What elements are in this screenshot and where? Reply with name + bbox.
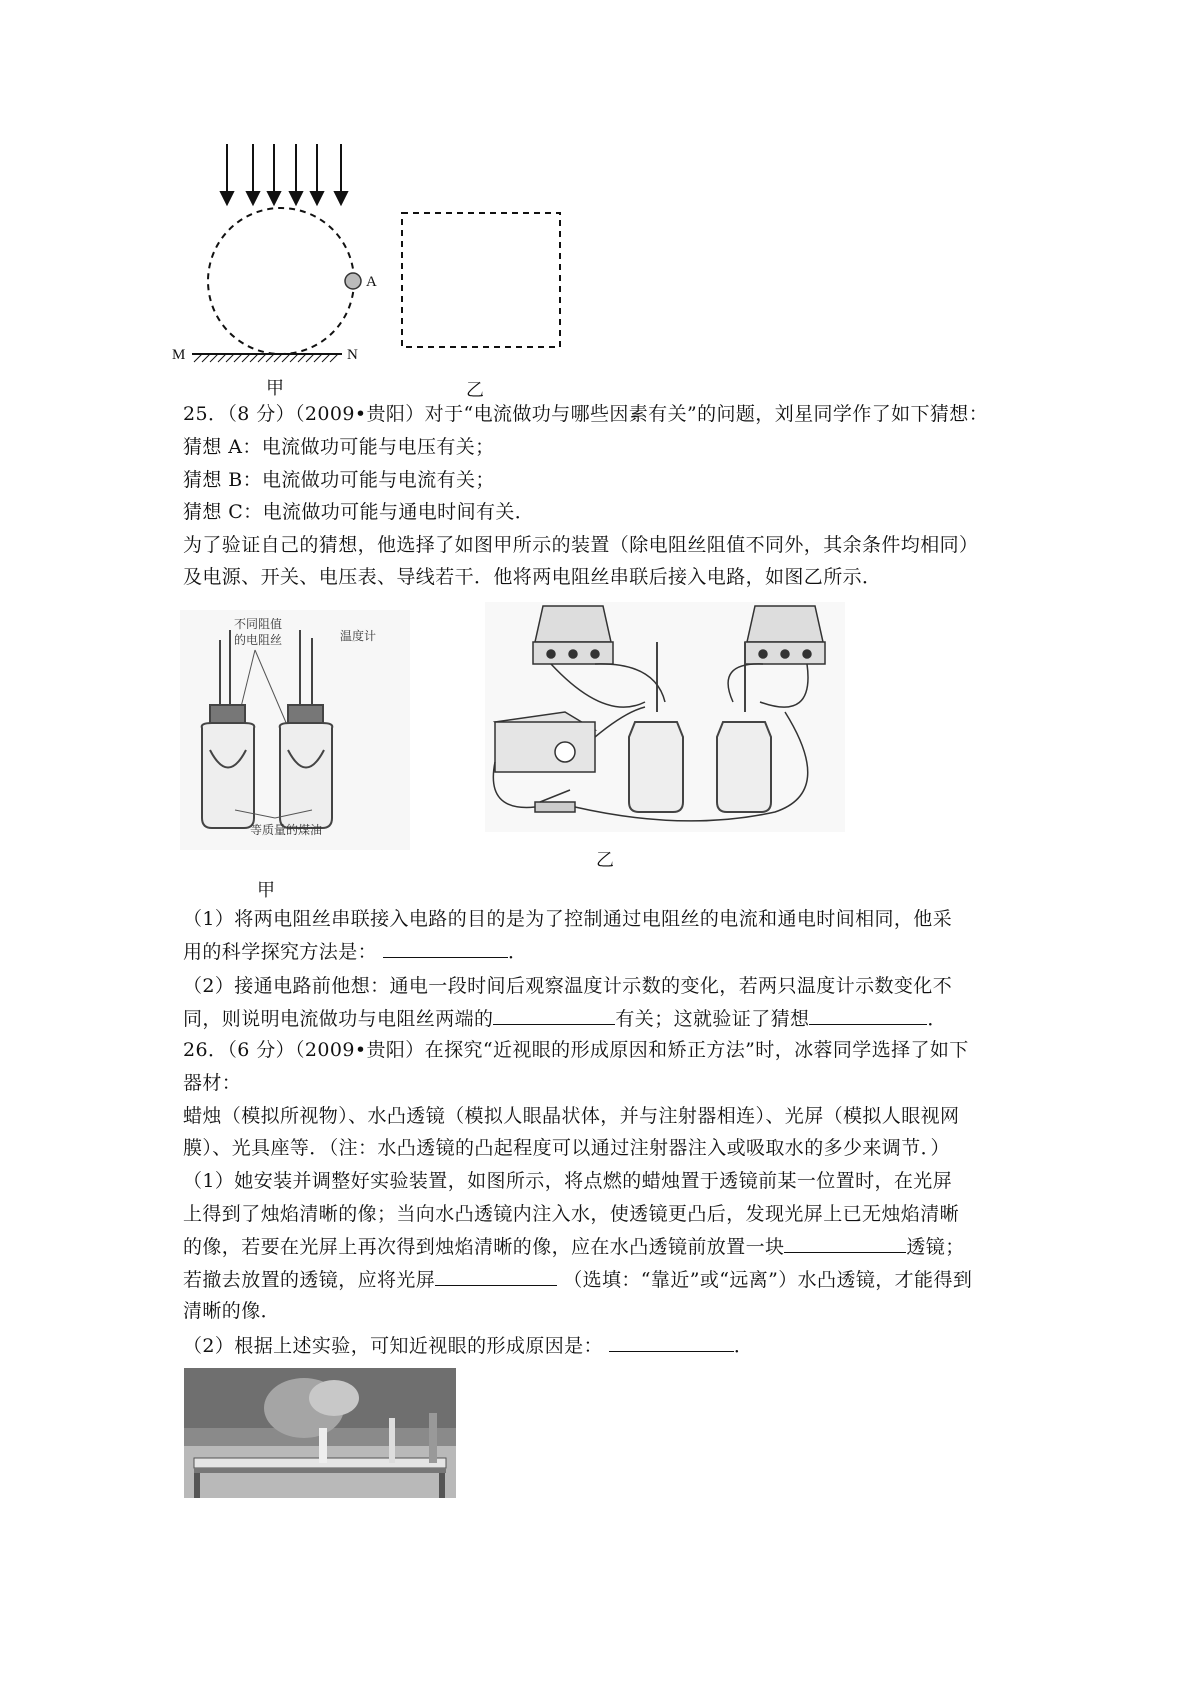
q26-p1-line-5: 清晰的像． [183,1300,281,1322]
label-oil: 等质量的煤油 [250,823,323,837]
ball-a [345,273,361,289]
q25-line-5: 为了验证自己的猜想，他选择了如图甲所示的装置（除电阻丝阻值不同外，其余条件均相同） [183,534,979,556]
q26-p1-line-2: 上得到了烛焰清晰的像；当向水凸透镜内注入水，使透镜更凸后，发现光屏上已无烛焰清晰 [183,1203,960,1225]
q25-line-1: 25．（8 分）（2009•贵阳）对于“电流做功与哪些因素有关”的问题，刘星同学作了如下猜想： [183,403,989,425]
q26-p2-line-1 [183,1331,753,1360]
q26-p1-text-c: 若撤去放置的透镜，应将光屏 [183,1269,436,1291]
q25-guess-b: 猜想 B：电流做功可能与电流有关； [183,469,495,491]
answer-blank-lens[interactable] [784,1232,906,1253]
q25-p2-text-a: 同，则说明电流做功与电阻丝两端的 [183,1008,494,1030]
figure-jars-jia [180,610,410,850]
q25-p2-text-b: 有关；这就验证了猜想 [615,1008,810,1030]
q25-p2-line-2 [183,1004,947,1033]
caption-jia-top: 甲 [266,378,284,399]
answer-blank-cause[interactable] [609,1331,734,1352]
q26-p1-line-1: （1）她安装并调整好实验装置，如图所示，将点燃的蜡烛置于透镜前某一位置时，在光屏 [183,1170,953,1192]
caption-yi-top: 乙 [466,380,484,401]
answer-blank-method[interactable] [383,937,508,958]
q25-p2-line-1: （2）接通电路前他想：通电一段时间后观察温度计示数的变化，若两只温度计示数变化不 [183,975,953,997]
q26-line-2: 器材： [183,1072,242,1094]
q26-p1-line-4 [183,1265,972,1294]
q25-guess-c: 猜想 C：电流做功可能与通电时间有关． [183,501,535,523]
answer-blank-screen[interactable] [435,1265,557,1286]
label-resistor-1: 不同阻值 [234,617,283,631]
q25-line-6: 及电源、开关、电压表、导线若干．他将两电阻丝串联后接入电路，如图乙所示． [183,566,882,588]
q25-p1-line-2 [183,937,527,966]
q26-line-3: 蜡烛（模拟所视物）、水凸透镜（模拟人眼晶状体，并与注射器相连）、光屏（模拟人眼视网 [183,1105,960,1127]
q26-p1-text-d: （选填：“靠近”或“远离”）水凸透镜，才能得到 [563,1269,973,1291]
q26-p2-text-b: ． [733,1335,754,1357]
q25-p2-text-c: ． [927,1008,947,1030]
q26-line-4: 膜）、光具座等．（注：水凸透镜的凸起程度可以通过注射器注入或吸取水的多少来调节．） [183,1137,950,1159]
dashed-orbit [208,208,354,354]
figure-orbit-diagram [170,140,590,390]
q26-line-1: 26．（6 分）（2009•贵阳）在探究“近视眼的形成原因和矫正方法”时，冰蓉同学选择了如下 [183,1039,969,1061]
power-supply [495,712,595,772]
figure-circuit-yi [485,602,845,832]
dashed-answer-box [402,213,560,347]
voltmeter-left [533,606,613,664]
q25-guess-a: 猜想 A：电流做功可能与电压有关； [183,436,495,458]
caption-jia-25: 甲 [257,880,275,901]
label-thermometer: 温度计 [340,629,377,643]
q26-p2-text-a: （2）根据上述实验，可知近视眼的形成原因是： [183,1335,603,1357]
voltmeter-right [745,606,825,664]
q26-p1-text-a: 的像，若要在光屏上再次得到烛焰清晰的像，应在水凸透镜前放置一块 [183,1236,785,1258]
label-a: A [366,274,377,290]
answer-blank-factor[interactable] [493,1004,615,1025]
photo-optical-bench [184,1368,456,1498]
label-m: M [172,347,186,363]
label-resistor-2: 的电阻丝 [234,633,283,647]
label-n: N [347,347,358,363]
sunlight-arrows [221,144,347,204]
q26-p1-text-b: 透镜； [906,1236,965,1258]
q25-p1-line-1: （1）将两电阻丝串联接入电路的目的是为了控制通过电阻丝的电流和通电时间相同，他采 [183,908,953,930]
q25-p1-text-b: ． [508,941,528,963]
q25-p1-text-a: 用的科学探究方法是： [183,941,378,963]
answer-blank-guess[interactable] [809,1004,927,1025]
caption-yi-25: 乙 [596,850,614,871]
q26-p1-line-3 [183,1232,965,1261]
plane-hatching [194,354,338,362]
